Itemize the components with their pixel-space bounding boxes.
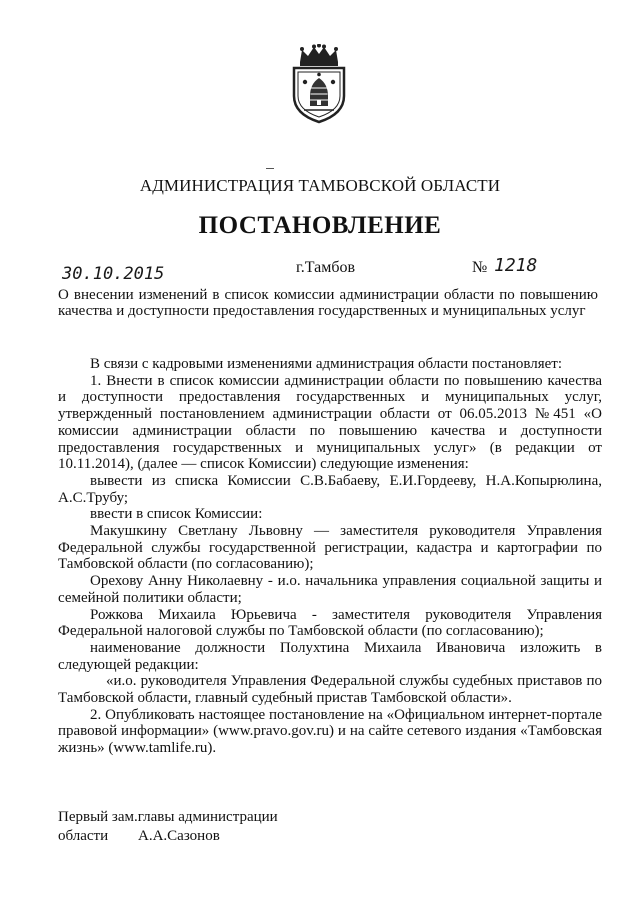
- body-paragraph: В связи с кадровыми изменениями администрация области постановляет:: [90, 356, 563, 372]
- body-paragraph: Орехову Анну Николаевну - и.о. начальника управления социальной защиты и семейной политики области;: [58, 573, 602, 606]
- coat-of-arms-icon: [288, 44, 350, 124]
- document-number: 1218: [494, 255, 538, 276]
- body-paragraph: 2. Опубликовать настоящее постановление на «Официальном интернет-портале правовой информации» (www.pravo.gov.ru) и на сайте сетевого издания «Тамбовская жизнь» (www.tamlife.ru).: [58, 706, 602, 757]
- document-city: г.Тамбов: [296, 259, 356, 276]
- body-paragraph: Рожкова Михаила Юрьевича - заместителя руководителя Управления Федеральной налоговой службы по Тамбовской области (по согласованию);: [58, 606, 602, 640]
- document-date: 30.10.2015: [62, 264, 165, 284]
- document-number-label: №: [472, 259, 488, 276]
- signatory-name: А.А.Сазонов: [138, 828, 220, 844]
- signatory-position-cont: области: [58, 828, 109, 844]
- body-paragraph: «и.о. руководителя Управления Федеральной службы судебных приставов по Тамбовской области, главный судебный пристав Тамбовской области».: [58, 673, 602, 707]
- document-body: [58, 356, 602, 757]
- signatory-row: [58, 827, 278, 846]
- body-paragraph: вывести из списка Комиссии С.В.Бабаеву, Е.И.Гордееву, Н.А.Копырюлина, А.С.Трубу;: [58, 472, 602, 506]
- body-paragraph: Макушкину Светлану Львовну — заместителя руководителя Управления Федеральной службы государственной регистрации, кадастра и картографии по Тамбовской области (по согласованию);: [58, 523, 602, 573]
- document-subject: О внесении изменений в список комиссии администрации области по повышению качества и доступности предоставления государственных и муниципальных услуг: [58, 287, 598, 319]
- body-paragraph: наименование должности Полухтина Михаила Ивановича изложить в следующей редакции:: [58, 639, 602, 673]
- signatory-position: Первый зам.главы администрации: [58, 809, 278, 825]
- body-paragraph: 1. Внести в список комиссии администрации области по повышению качества и доступности предоставления государственных и муниципальных услуг, утвержденный постановлением администрации области от 06.05.2013 №451 «О комиссии администрации области по повышению качества и доступности предоставления государственных и муниципальных услуг» (в редакции от 10.11.2014), (далее — список Комиссии) следующие изменения:: [58, 372, 602, 473]
- organization-name: АДМИНИСТРАЦИЯ ТАМБОВСКОЙ ОБЛАСТИ: [139, 176, 501, 195]
- document-title: ПОСТАНОВЛЕНИЕ: [198, 212, 442, 239]
- signature-block: [58, 808, 278, 846]
- body-paragraph: ввести в список Комиссии:: [90, 506, 263, 523]
- header-divider: [266, 168, 274, 169]
